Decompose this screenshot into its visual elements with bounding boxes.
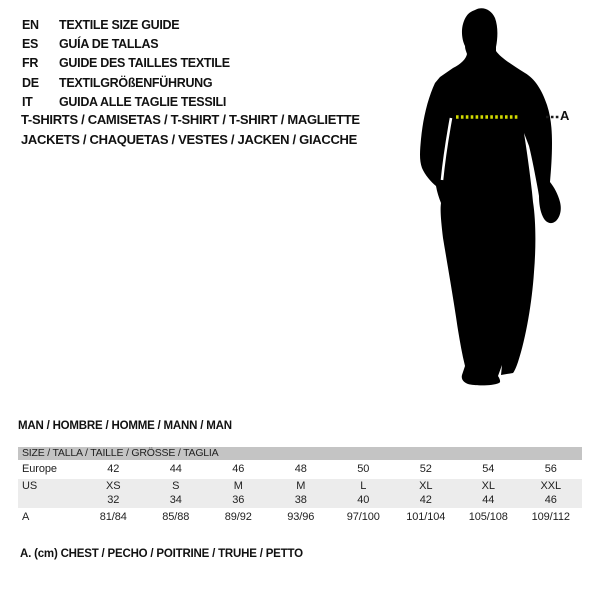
size-cell: L xyxy=(360,479,367,492)
language-code: ES xyxy=(22,36,39,51)
size-cell: 81/84 xyxy=(99,511,127,523)
language-label: GUIDE DES TAILLES TEXTILE xyxy=(59,56,230,71)
language-label: GUIDA ALLE TAGLIE TESSILI xyxy=(59,94,227,109)
size-cell: 42 xyxy=(107,463,120,475)
size-cell: 44 xyxy=(482,494,495,507)
size-cell: XL xyxy=(419,479,433,492)
language-label: TEXTILGRÖßENFÜHRUNG xyxy=(59,75,213,90)
size-cell: 48 xyxy=(294,463,307,475)
size-cell: 46 xyxy=(232,463,245,475)
language-code: FR xyxy=(22,56,39,71)
size-cell: 54 xyxy=(482,463,495,475)
man-silhouette-figure xyxy=(412,6,572,398)
size-cell: 89/92 xyxy=(224,511,252,523)
language-row-it xyxy=(22,92,230,111)
size-cell: 40 xyxy=(357,494,370,507)
category-block xyxy=(21,110,360,149)
size-cell: 85/88 xyxy=(162,511,190,523)
size-cell: 97/100 xyxy=(346,511,380,523)
language-row-es xyxy=(22,34,230,53)
size-cell: 56 xyxy=(544,463,557,475)
size-cell: 93/96 xyxy=(287,511,315,523)
size-cell: 109/112 xyxy=(531,511,570,523)
size-table-row-a xyxy=(18,508,582,527)
language-guide xyxy=(22,15,230,111)
size-cell: 36 xyxy=(232,494,245,507)
size-table-header: SIZE / TALLA / TAILLE / GRÖSSE / TAGLIA xyxy=(18,447,582,460)
size-cell: 38 xyxy=(294,494,307,507)
size-cell: S xyxy=(172,479,180,492)
size-cell: 42 xyxy=(419,494,432,507)
language-code: DE xyxy=(22,75,39,90)
language-code: IT xyxy=(22,94,33,109)
language-row-en xyxy=(22,15,230,34)
size-cell: 105/108 xyxy=(468,511,508,523)
language-label: TEXTILE SIZE GUIDE xyxy=(59,17,180,32)
measurement-label-a: A xyxy=(560,108,570,123)
size-cell: 50 xyxy=(357,463,370,475)
size-cell: 34 xyxy=(169,494,182,507)
language-row-fr xyxy=(22,54,230,73)
size-cell: M xyxy=(233,479,243,492)
footnote-chest: A. (cm) CHEST / PECHO / POITRINE / TRUHE / PETTO xyxy=(20,548,303,560)
size-cell: 44 xyxy=(169,463,182,475)
size-table xyxy=(18,447,582,527)
size-table-row-label: Europe xyxy=(22,463,57,475)
section-title-man: MAN / HOMBRE / HOMME / MANN / MAN xyxy=(18,420,232,432)
man-silhouette xyxy=(412,6,572,398)
language-code: EN xyxy=(22,17,39,32)
category-line-jackets: JACKETS / CHAQUETAS / VESTES / JACKEN / GIACCHE xyxy=(21,131,357,147)
size-cell: 101/104 xyxy=(406,511,446,523)
size-table-row-label: US xyxy=(22,479,38,492)
size-table-row-us xyxy=(18,479,582,494)
language-label: GUÍA DE TALLAS xyxy=(59,36,159,51)
size-table-rows xyxy=(18,460,582,527)
size-cell: XS xyxy=(106,479,121,492)
size-cell: XL xyxy=(481,479,495,492)
size-cell: M xyxy=(296,479,306,492)
size-table-row-label: A xyxy=(22,511,30,523)
size-cell: XXL xyxy=(540,479,561,492)
language-row-de xyxy=(22,73,230,92)
size-cell: 52 xyxy=(419,463,432,475)
size-cell: 46 xyxy=(544,494,557,507)
size-table-row xyxy=(18,493,582,508)
size-cell: 32 xyxy=(107,494,120,507)
man-silhouette-body xyxy=(420,8,561,385)
category-line-tshirts: T-SHIRTS / CAMISETAS / T-SHIRT / T-SHIRT / MAGLIETTE xyxy=(21,112,360,127)
size-table-row-europe xyxy=(18,460,582,479)
